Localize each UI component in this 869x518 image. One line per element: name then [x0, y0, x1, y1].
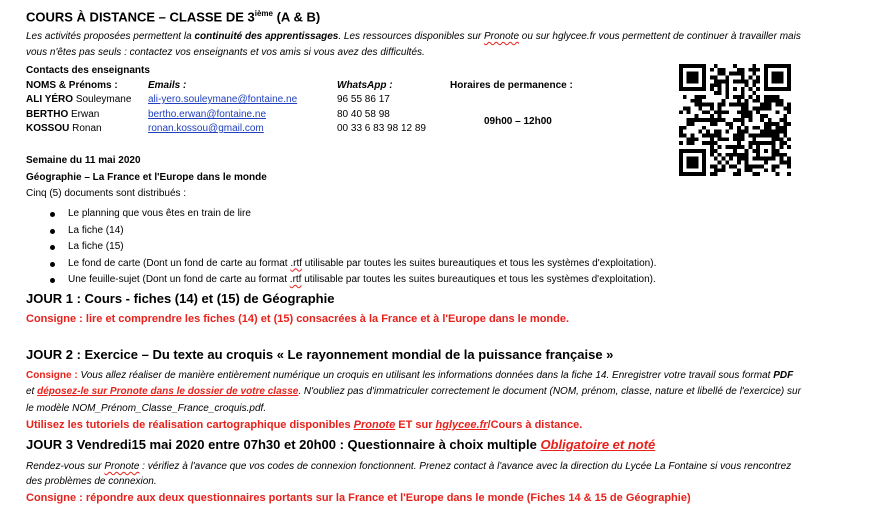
col-hours-header: Horaires de permanence :: [450, 80, 573, 91]
docs-intro: Cinq (5) documents sont distribués :: [26, 188, 187, 199]
jour2-consigne-line2: et déposez-le sur Pronote dans le dossier de votre classe. N'oubliez pas d'immatriculer correctement le document (NOM, prénom, classe, nature et libellé de l'exercice) sur: [26, 386, 801, 397]
jour2-consigne-line1: Consigne : Vous allez réaliser de manière entièrement numérique un croquis en utilisant les informations données dans la fiche 14. Enregistrer votre travail sous format PDF: [26, 370, 794, 381]
jour2-title: JOUR 2 : Exercice – Du texte au croquis « Le rayonnement mondial de la puissance française »: [26, 347, 614, 362]
col-email-header: Emails :: [148, 80, 187, 91]
contacts-heading: Contacts des enseignants: [26, 65, 150, 76]
jour2-tutoriels: Utilisez les tutoriels de réalisation cartographique disponibles Pronote ET sur hglycee.fr/Cours à distance.: [26, 419, 583, 431]
teacher-name: KOSSOU Ronan: [26, 123, 102, 134]
documents-list: [48, 206, 656, 289]
list-item: Une feuille-sujet (Dont un fond de carte au format .rtf utilisable par toutes les suites bureautiques et tous les systèmes d'exploitation).: [48, 272, 656, 289]
teacher-email-link[interactable]: ali-yero.souleymane@fontaine.ne: [148, 94, 298, 105]
teacher-phone: 96 55 86 17: [337, 94, 390, 105]
jour3-title: JOUR 3 Vendredi15 mai 2020 entre 07h30 et 20h00 : Questionnaire à choix multiple Obligatoire et noté: [26, 437, 656, 452]
mandatory-tag: Obligatoire et noté: [540, 437, 656, 452]
office-hours: 09h00 – 12h00: [484, 116, 552, 127]
teacher-email-link[interactable]: ronan.kossou@gmail.com: [148, 123, 264, 134]
jour1-title: JOUR 1 : Cours - fiches (14) et (15) de Géographie: [26, 291, 335, 306]
col-whatsapp-header: WhatsApp :: [337, 80, 393, 91]
teacher-email-link[interactable]: bertho.erwan@fontaine.ne: [148, 109, 267, 120]
page-title: COURS À DISTANCE – CLASSE DE 3ième (A & B): [26, 9, 321, 25]
list-item: Le fond de carte (Dont un fond de carte au format .rtf utilisable par toutes les suites bureautiques et tous les systèmes d'exploitation).: [48, 256, 656, 273]
teacher-phone: 80 40 58 98: [337, 109, 390, 120]
teacher-name: BERTHO Erwan: [26, 109, 100, 120]
intro-line-2: vous n'êtes pas seuls : contactez vos enseignants et vos amis si vous avez des difficultés.: [26, 47, 425, 58]
col-name-header: NOMS & Prénoms :: [26, 80, 118, 91]
list-item: Le planning que vous êtes en train de lire: [48, 206, 656, 223]
jour2-consigne-line3: le modèle NOM_Prénom_Classe_France_croquis.pdf.: [26, 403, 267, 414]
list-item: La fiche (14): [48, 223, 656, 240]
subject-title: Géographie – La France et l'Europe dans le monde: [26, 172, 267, 183]
jour3-consigne: Consigne : répondre aux deux questionnaires portants sur la France et l'Europe dans le monde (Fiches 14 & 15 de Géographie): [26, 492, 691, 504]
intro-line-1: Les activités proposées permettent la continuité des apprentissages. Les ressources disponibles sur Pronote ou sur hglycee.fr vous permettent de continuer à travailler mais: [26, 31, 801, 42]
list-item: La fiche (15): [48, 239, 656, 256]
teacher-phone: 00 33 6 83 98 12 89: [337, 123, 426, 134]
jour3-text-line2: des problèmes de connexion.: [26, 476, 157, 487]
week-label: Semaine du 11 mai 2020: [26, 155, 141, 166]
teacher-name: ALI YÉRO Souleymane: [26, 94, 132, 105]
jour1-consigne: Consigne : lire et comprendre les fiches (14) et (15) consacrées à la France et à l'Europe dans le monde.: [26, 313, 570, 325]
jour3-text-line1: Rendez-vous sur Pronote : vérifiez à l'avance que vos codes de connexion fonctionnent. Prenez contact à l'avance avec la direction du Lycée La Fontaine si vous rencontrez: [26, 461, 792, 472]
qr-code[interactable]: [679, 64, 791, 176]
